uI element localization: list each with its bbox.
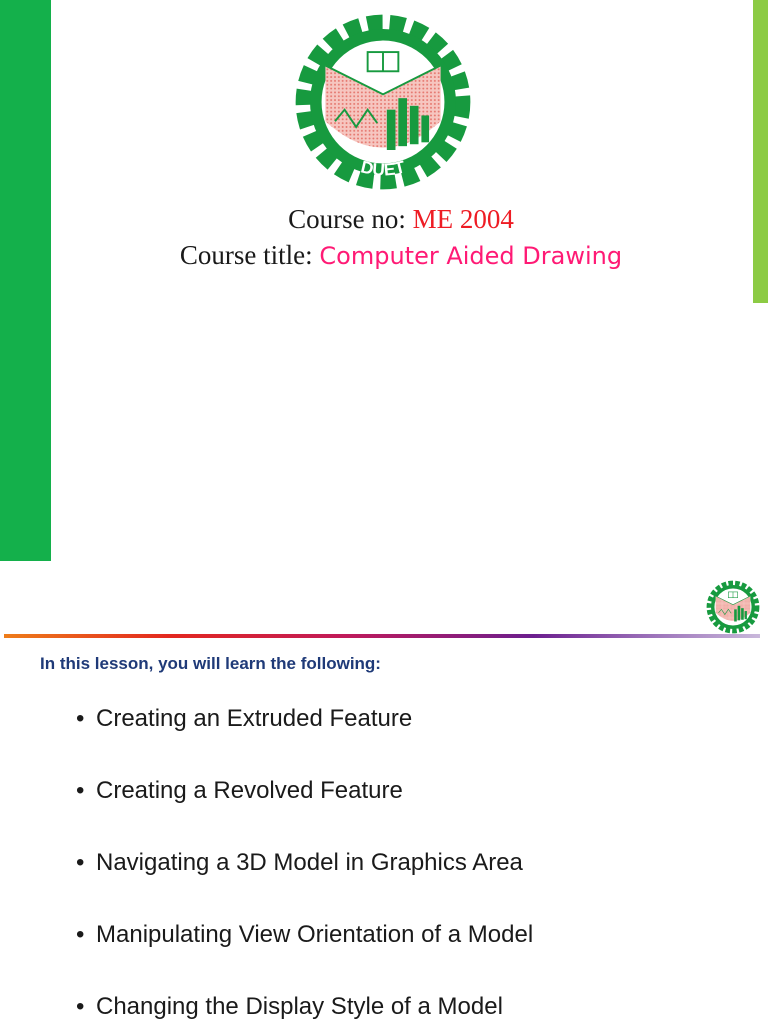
duet-logo-icon bbox=[704, 578, 762, 636]
lesson-heading: In this lesson, you will learn the following: bbox=[40, 654, 381, 673]
bullet-list bbox=[76, 704, 533, 1024]
right-accent-bar bbox=[753, 0, 768, 303]
list-item: • Creating a Revolved Feature bbox=[76, 777, 403, 804]
duet-logo-icon bbox=[287, 6, 479, 198]
svg-text:DUET bbox=[359, 156, 408, 179]
list-item: • Changing the Display Style of a Model bbox=[76, 993, 503, 1020]
list-item: • Creating an Extruded Feature bbox=[76, 705, 413, 732]
course-title-value: Computer Aided Drawing bbox=[319, 242, 623, 270]
left-accent-bar bbox=[0, 0, 51, 561]
course-number-value: ME 2004 bbox=[412, 204, 514, 234]
logo-text: DUET bbox=[358, 156, 408, 180]
course-number-label: Course no: bbox=[288, 204, 406, 234]
course-title-line bbox=[51, 240, 751, 271]
gradient-divider bbox=[4, 634, 760, 638]
course-title-label: Course title: bbox=[179, 240, 313, 270]
list-item: • Navigating a 3D Model in Graphics Area bbox=[76, 849, 523, 876]
lesson-slide bbox=[0, 574, 768, 1024]
list-item: • Manipulating View Orientation of a Model bbox=[76, 921, 534, 948]
course-number-line bbox=[51, 204, 751, 235]
